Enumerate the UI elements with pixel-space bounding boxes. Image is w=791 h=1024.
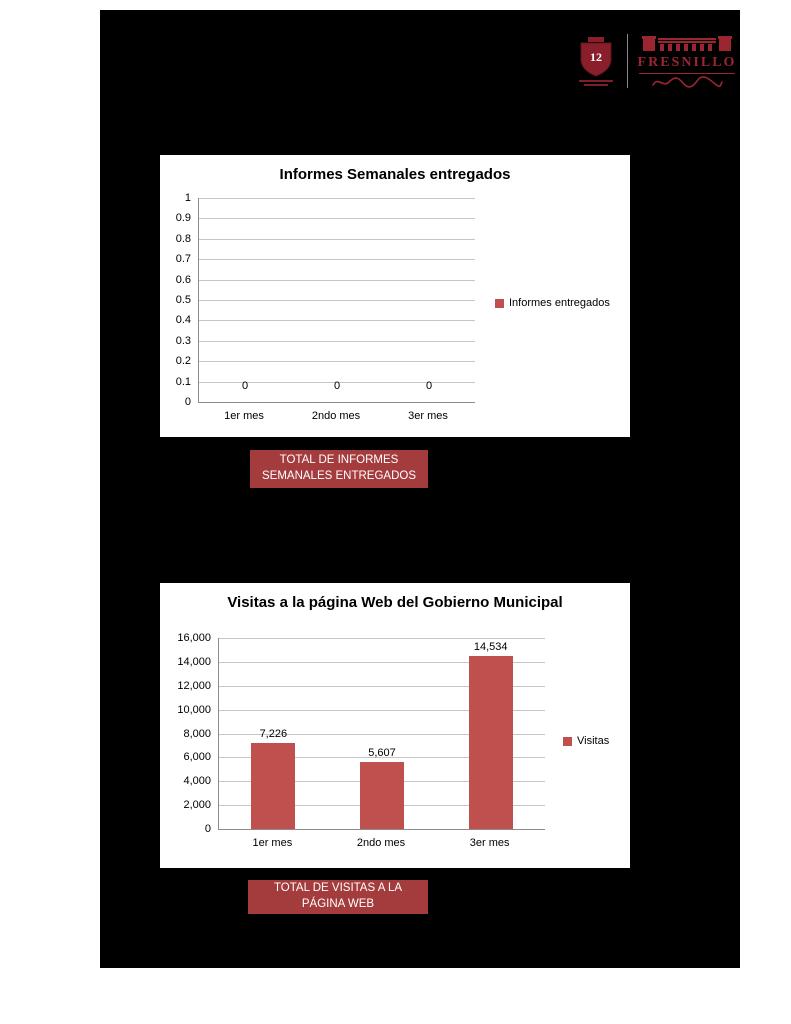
data-label: 0 [425,380,433,392]
y-tick-label: 0.5 [175,294,191,306]
legend [563,735,609,747]
report-page-panel [100,10,740,968]
municipal-shield-logo [574,37,618,86]
y-tick-label: 0.1 [175,375,191,388]
chart-visitas-web [160,583,630,868]
total-informes-line2: SEMANALES ENTREGADOS [261,470,416,482]
y-tick-label: 0.3 [175,334,191,347]
total-informes-line1: TOTAL DE INFORMES [279,454,399,467]
gridline [199,300,475,301]
gridline [199,320,475,321]
y-tick-label: 0.7 [175,253,191,266]
data-label: 0 [241,380,249,392]
fresnillo-wordmark: FRESNILLO [637,54,737,70]
y-tick-label: 0.8 [175,232,191,245]
y-tick-label: 0.4 [175,314,191,327]
y-tick-label: 0.2 [175,355,191,368]
legend [495,297,610,309]
gridline [199,259,475,260]
y-tick-label: 1 [184,192,191,204]
total-informes-label [250,450,428,488]
x-category-label: 2ndo mes [356,837,406,849]
y-tick-label: 6,000 [183,751,211,764]
gridline [219,638,545,639]
x-category-label: 1er mes [252,837,293,849]
fresnillo-logo [637,33,737,90]
y-tick-label: 0.9 [175,212,191,225]
gridline [199,198,475,199]
chart-informes-semanales [160,155,630,437]
y-tick-label: 0 [204,823,211,835]
y-tick-label: 12,000 [177,679,211,692]
plot-area [218,638,545,830]
total-visitas-line1: TOTAL DE VISITAS A LA [273,882,403,895]
plot-area [198,198,475,403]
chart-title: Visitas a la página Web del Gobierno Municipal [227,594,563,611]
y-tick-label: 0.6 [175,273,191,286]
y-tick-label: 8,000 [183,727,211,740]
script-slogan-icon [650,74,724,90]
y-tick-label: 0 [184,396,191,408]
bar [469,656,513,829]
x-category-label: 3er mes [469,837,510,849]
gridline [199,218,475,219]
x-category-label: 1er mes [224,410,264,422]
y-tick-label: 16,000 [177,632,211,644]
legend-label: Informes entregados [509,297,610,309]
legend-swatch-icon [495,299,504,308]
bar [360,762,404,829]
gridline [199,341,475,342]
data-label: 0 [333,380,341,392]
y-tick-label: 4,000 [183,775,211,788]
gridline [199,361,475,362]
building-icon [641,33,733,53]
chart-title: Informes Semanales entregados [279,166,511,183]
total-visitas-line2: PÁGINA WEB [301,898,375,910]
y-tick-label: 10,000 [177,703,211,716]
shield-caption-lines [579,80,613,86]
x-category-label: 3er mes [408,410,448,422]
total-visitas-label [248,880,428,914]
shield-icon [578,37,614,77]
logo-divider [627,34,628,88]
legend-label: Visitas [577,735,610,747]
gridline [199,280,475,281]
svg-text:12: 12 [590,49,602,64]
legend-swatch-icon [563,737,572,746]
y-tick-label: 2,000 [183,799,211,812]
bar [251,743,295,829]
header-logos [574,24,738,98]
data-label: 5,607 [368,747,396,760]
data-label: 7,226 [259,727,288,740]
x-category-label: 2ndo mes [311,410,361,422]
data-label: 14,534 [473,640,508,653]
y-tick-label: 14,000 [177,655,211,668]
gridline [199,239,475,240]
